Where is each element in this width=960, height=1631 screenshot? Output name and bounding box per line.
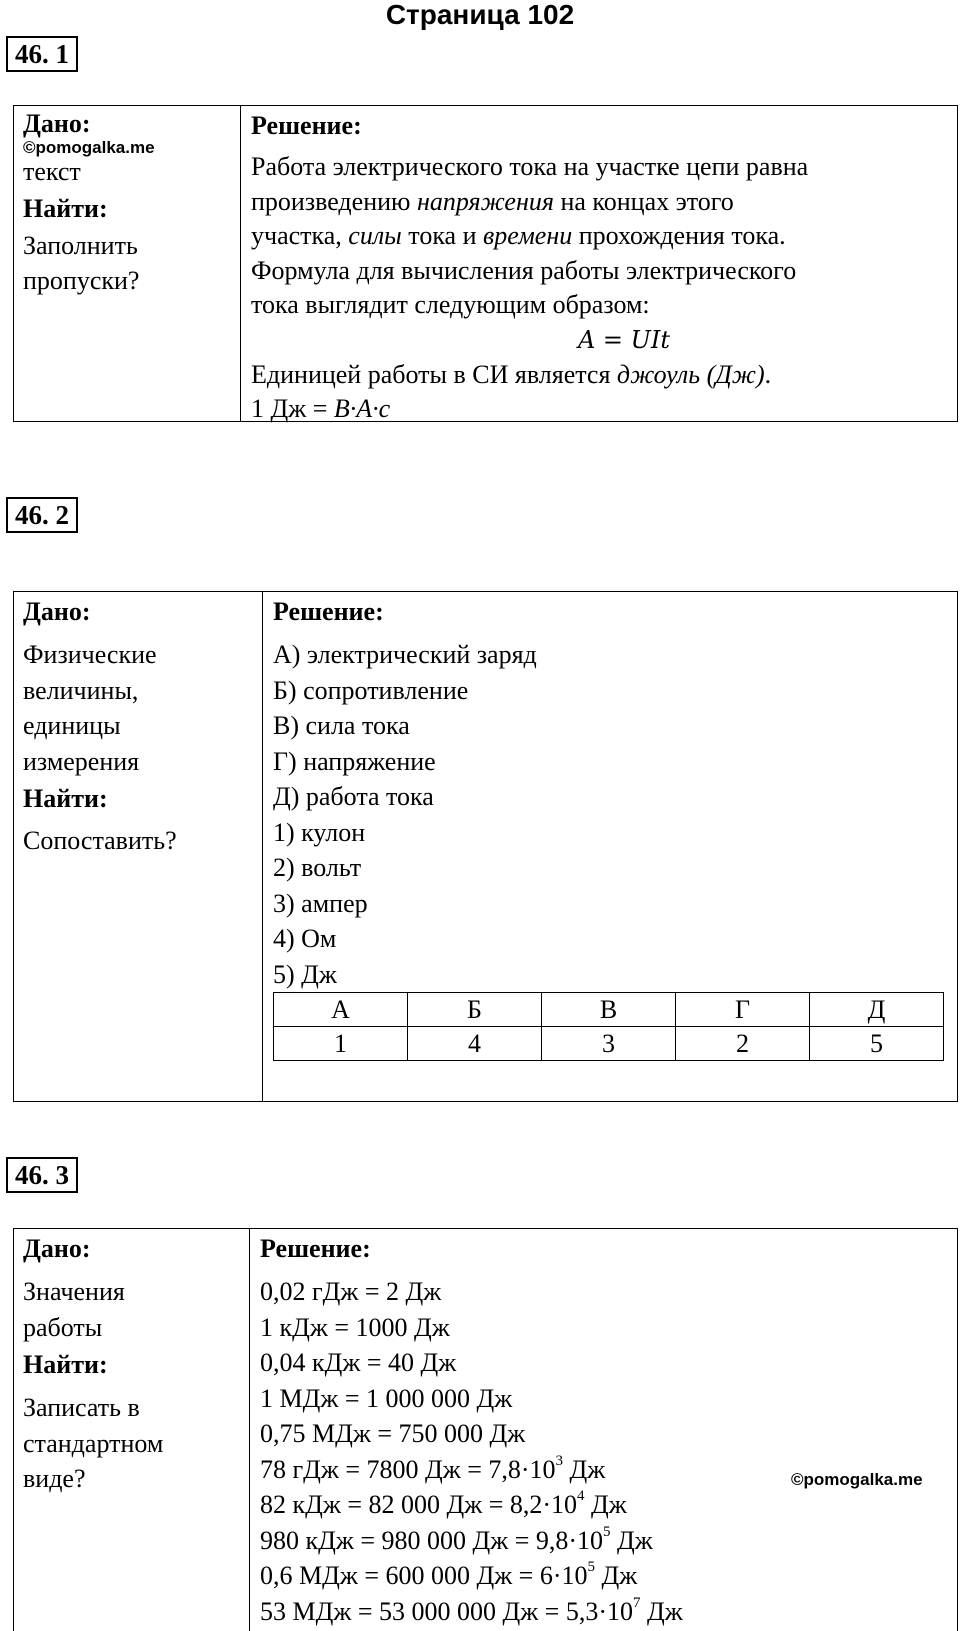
list-item: 0,6 МДж = 600 000 Дж = $6\cdot 10^5$ Дж bbox=[260, 1559, 638, 1590]
given-column bbox=[14, 106, 241, 421]
find-line: Записать в bbox=[23, 1393, 140, 1422]
solution-line: произведению напряжения на концах этого bbox=[251, 186, 734, 216]
list-item: А) электрический заряд bbox=[273, 640, 537, 669]
list-item: 0,75 МДж = 750 000 Дж bbox=[260, 1419, 526, 1448]
given-label: Дано: bbox=[23, 1234, 91, 1263]
solution-label: Решение: bbox=[251, 111, 362, 140]
task-46-3-block bbox=[13, 1228, 958, 1631]
solution-line: участка, силы тока и времени прохождения тока. bbox=[251, 221, 786, 250]
given-text: текст bbox=[23, 157, 81, 186]
given-line: работы bbox=[23, 1312, 103, 1342]
answer-table bbox=[273, 992, 944, 1061]
find-text: Сопоставить? bbox=[23, 826, 177, 855]
list-item: Г) напряжение bbox=[273, 746, 436, 776]
watermark: ©pomogalka.me bbox=[791, 1470, 923, 1489]
table-row bbox=[274, 1027, 944, 1061]
list-item: 53 МДж = 53 000 000 Дж = $5,3\cdot 10^7$ Дж bbox=[260, 1594, 683, 1626]
given-line: единицы bbox=[23, 711, 121, 740]
given-column bbox=[14, 592, 263, 1101]
table-cell: 2 bbox=[676, 1027, 810, 1061]
find-label: Найти: bbox=[23, 1350, 108, 1379]
solution-line: Работа электрического тока на участке цепи равна bbox=[251, 152, 809, 181]
task-number-46-2: 46. 2 bbox=[6, 497, 78, 533]
solution-line: тока выглядит следующим образом: bbox=[251, 290, 650, 319]
list-item: 1 МДж = 1 000 000 Дж bbox=[260, 1383, 513, 1413]
list-item: 82 кДж = 82 000 Дж = $8,2\cdot 10^4$ Дж bbox=[260, 1488, 627, 1519]
given-column bbox=[14, 1229, 250, 1631]
list-item: 4) Ом bbox=[273, 924, 337, 953]
given-label: Дано: bbox=[23, 109, 91, 138]
conversion-list bbox=[260, 1274, 957, 1629]
watermark: ©pomogalka.me bbox=[23, 138, 155, 157]
find-line: виде? bbox=[23, 1464, 86, 1493]
given-line: Значения bbox=[23, 1277, 125, 1306]
list-item: 0,02 гДж = 2 Дж bbox=[260, 1277, 442, 1306]
formula: A = UIt bbox=[577, 325, 671, 354]
task-number-46-1: 46. 1 bbox=[6, 36, 78, 72]
solution-label: Решение: bbox=[273, 597, 384, 626]
given-line: Физические bbox=[23, 640, 157, 669]
find-text bbox=[23, 228, 240, 298]
table-header-cell: А bbox=[274, 993, 408, 1027]
list-item: 0,04 кДж = 40 Дж bbox=[260, 1348, 457, 1377]
given-line: величины, bbox=[23, 675, 139, 705]
given-text bbox=[23, 1274, 249, 1345]
given-text bbox=[23, 637, 262, 779]
solution-column bbox=[250, 1229, 957, 1631]
find-text bbox=[23, 1390, 249, 1497]
solution-text bbox=[251, 150, 957, 427]
find-line: пропуски? bbox=[23, 266, 140, 295]
task-46-1-block bbox=[13, 105, 958, 422]
list-item: 980 кДж = 980 000 Дж = $9,8\cdot 10^5$ Дж bbox=[260, 1523, 653, 1555]
table-header-cell: Г bbox=[676, 993, 810, 1027]
list-item: 1) кулон bbox=[273, 817, 366, 847]
page-title: Страница 102 bbox=[385, 0, 575, 30]
find-line: Заполнить bbox=[23, 231, 138, 260]
list-item: Д) работа тока bbox=[273, 782, 434, 811]
list-item: 3) ампер bbox=[273, 888, 368, 918]
solution-label: Решение: bbox=[260, 1234, 371, 1263]
table-cell: 3 bbox=[542, 1027, 676, 1061]
table-row bbox=[274, 993, 944, 1027]
task-46-2-block bbox=[13, 591, 958, 1102]
solution-line: Формула для вычисления работы электрического bbox=[251, 255, 797, 285]
table-cell: 5 bbox=[810, 1027, 944, 1061]
list-item: Б) сопротивление bbox=[273, 675, 469, 705]
solution-line: 1 Дж = В·А·с bbox=[251, 394, 391, 423]
table-header-cell: Д bbox=[810, 993, 944, 1027]
match-list bbox=[273, 637, 957, 992]
find-label: Найти: bbox=[23, 784, 108, 813]
find-line: стандартном bbox=[23, 1428, 164, 1458]
find-label: Найти: bbox=[23, 194, 108, 223]
task-number-46-3: 46. 3 bbox=[6, 1157, 78, 1193]
list-item: 5) Дж bbox=[273, 959, 337, 989]
table-cell: 4 bbox=[408, 1027, 542, 1061]
table-header-cell: В bbox=[542, 993, 676, 1027]
list-item: 78 гДж = 7800 Дж = $7,8\cdot 10^3$ Дж bbox=[260, 1452, 606, 1484]
solution-column bbox=[241, 106, 957, 421]
list-item: В) сила тока bbox=[273, 711, 410, 740]
table-header-cell: Б bbox=[408, 993, 542, 1027]
given-label: Дано: bbox=[23, 597, 91, 626]
list-item: 2) вольт bbox=[273, 853, 362, 882]
list-item: 1 кДж = 1000 Дж bbox=[260, 1312, 450, 1342]
given-line: измерения bbox=[23, 746, 140, 776]
solution-line: Единицей работы в СИ является джоуль (Дж). bbox=[251, 359, 772, 389]
solution-column bbox=[263, 592, 957, 1101]
table-cell: 1 bbox=[274, 1027, 408, 1061]
